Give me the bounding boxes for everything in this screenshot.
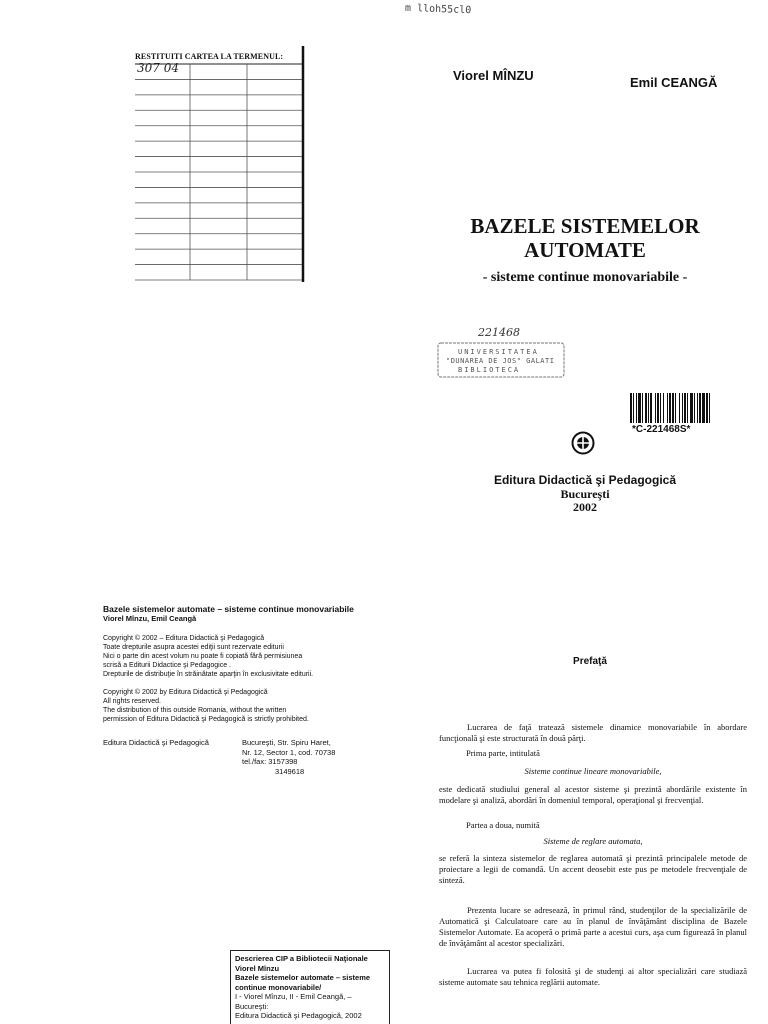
copyright-ro-line: Copyright © 2002 – Editura Didactică şi Pedagogică bbox=[103, 635, 265, 642]
stamp-line-1: UNIVERSITATEA bbox=[458, 348, 539, 356]
address-line: tel./fax: 3157398 bbox=[242, 757, 298, 766]
barcode-bar bbox=[638, 393, 641, 423]
copyright-ro-line: Toate drepturile asupra acestei ediţii sunt rezervate editurii bbox=[103, 644, 284, 651]
address-phone-2: 3149618 bbox=[275, 766, 305, 776]
publisher-city: Bucureşti bbox=[560, 487, 610, 501]
copyright-book-authors: Viorel Mînzu, Emil Ceangă bbox=[103, 614, 197, 623]
preface-paragraph-4: Partea a doua, numită bbox=[466, 820, 540, 830]
cip-title: Bazele sistemelor automate – sisteme continue monovariabile/ bbox=[235, 973, 371, 992]
barcode-bar bbox=[630, 393, 632, 423]
barcode-bar bbox=[702, 393, 705, 423]
barcode-bar bbox=[648, 393, 649, 423]
stamp-line-3: BIBLIOTECA bbox=[458, 366, 521, 374]
handwritten-note: m lloh55cl0 bbox=[404, 2, 472, 17]
barcode-bar bbox=[645, 393, 647, 423]
copyright-ro-line: Nici o parte din acest volum nu poate fi copiată fără permisiunea bbox=[103, 653, 303, 660]
barcode bbox=[630, 393, 746, 425]
preface-paragraph-6: Prezenta lucare se adresează, în primul rând, studenţilor de la specializările de Automatică şi Calculatoare care au în planul de învăţământ disciplina de Bazele Sistemelor Automate. Ea acoperă o primă parte a acestui curs, aşa cum figurează în planul de învăţământ al acestor specializări. bbox=[439, 905, 747, 948]
preface-paragraph-1: Lucrarea de faţă tratează sistemele dinamice monovariabile în abordare funcţională şi este structurată în două părţi. bbox=[439, 722, 747, 743]
barcode-bar bbox=[697, 393, 698, 423]
preface-title: Prefaţă bbox=[573, 656, 607, 667]
barcode-bar bbox=[655, 393, 656, 423]
publisher-address bbox=[242, 738, 382, 776]
barcode-bar bbox=[709, 393, 710, 423]
barcode-bar bbox=[679, 393, 680, 423]
barcode-bar bbox=[699, 393, 701, 423]
copyright-notice-en bbox=[103, 688, 363, 724]
publisher-logo-icon bbox=[571, 431, 595, 455]
barcode-bar bbox=[663, 393, 664, 423]
cip-description-box bbox=[230, 950, 390, 1024]
cip-line-3: Editura Didactică şi Pedagogică, 2002 bbox=[235, 1011, 362, 1020]
address-line: Nr. 12, Sector 1, cod. 70738 bbox=[242, 747, 336, 757]
barcode-bar bbox=[706, 393, 708, 423]
copyright-en-line: permission of Editura Didactică şi Pedagogică is strictly prohibited. bbox=[103, 716, 309, 723]
preface-paragraph-2: Prima parte, intitulată bbox=[466, 748, 540, 758]
return-card-date: 307 04 bbox=[137, 61, 179, 75]
cip-line-1: I - Viorel Mînzu, II - Emil Ceangă, – bbox=[235, 992, 352, 1001]
publication-year: 2002 bbox=[573, 500, 597, 514]
barcode-bar bbox=[682, 393, 683, 423]
stamp-line-2: "DUNAREA DE JOS" GALATI bbox=[446, 357, 555, 365]
barcode-bar bbox=[684, 393, 686, 423]
copyright-en-line: Copyright © 2002 by Editura Didactică şi Pedagogică bbox=[103, 689, 268, 696]
barcode-text: *C-221468S* bbox=[632, 424, 691, 435]
copyright-ro-line: Drepturile de distribuţie în străinătate aparţin în exclusivitate editurii. bbox=[103, 671, 314, 678]
barcode-bar bbox=[675, 393, 676, 423]
return-card-title: RESTITUITI CARTEA LA TERMENUL: bbox=[135, 52, 284, 61]
copyright-ro-line: scrisă a Editurii Didactice şi Pedagogice . bbox=[103, 662, 232, 669]
author-1: Viorel MÎNZU bbox=[453, 68, 534, 83]
barcode-bar bbox=[672, 393, 674, 423]
barcode-bar bbox=[642, 393, 643, 423]
cip-header: Descrierea CIP a Bibliotecii Naţionale bbox=[235, 954, 368, 963]
preface-part-two-title: Sisteme de reglare automata, bbox=[543, 836, 643, 846]
author-2: Emil CEANGĂ bbox=[630, 75, 718, 90]
copyright-publisher-name: Editura Didactică şi Pedagogică bbox=[103, 738, 209, 747]
book-title-line-2: AUTOMATE bbox=[524, 238, 646, 262]
publisher-name: Editura Didactică şi Pedagogică bbox=[493, 473, 677, 487]
barcode-bar bbox=[687, 393, 688, 423]
copyright-en-line: The distribution of this outside Romania, without the written bbox=[103, 707, 287, 714]
barcode-bar bbox=[667, 393, 668, 423]
book-subtitle: - sisteme continue monovariabile - bbox=[482, 270, 688, 285]
barcode-bar bbox=[690, 393, 693, 423]
barcode-bar bbox=[657, 393, 659, 423]
barcode-bar bbox=[650, 393, 652, 423]
return-card-grid bbox=[135, 44, 305, 284]
barcode-bar bbox=[669, 393, 671, 423]
address-line: Bucureşti, Str. Spiru Haret, bbox=[242, 738, 331, 747]
library-stamp bbox=[436, 340, 566, 380]
barcode-bar bbox=[660, 393, 661, 423]
stamp-handwritten-number: 221468 bbox=[478, 326, 520, 339]
cip-author: Viorel Mînzu bbox=[235, 963, 280, 973]
book-title-line-1: BAZELE SISTEMELOR bbox=[470, 214, 700, 238]
preface-paragraph-3: este dedicată studiului general al acestor sisteme şi prezintă abordările existente în modelare şi analiză, abordări în domeniul temporal, operaţional şi frecvenţial. bbox=[439, 784, 747, 805]
barcode-bar bbox=[694, 393, 695, 423]
copyright-notice-ro bbox=[103, 634, 363, 679]
cip-line-2: Bucureşti: bbox=[235, 1001, 269, 1011]
preface-paragraph-5: se referă la sinteza sistemelor de reglarea automată şi prezintă principalele metode de proiectare a legii de comandă. Un accent deosebit este pus pe metodele frecvenţiale de sinteză. bbox=[439, 853, 747, 885]
copyright-en-line: All rights reserved. bbox=[103, 698, 161, 705]
preface-part-one-title: Sisteme continue lineare monovariabile, bbox=[524, 766, 662, 776]
return-date-card bbox=[135, 44, 305, 284]
barcode-bar bbox=[636, 393, 637, 423]
barcode-bar bbox=[633, 393, 634, 423]
preface-paragraph-7: Lucrarea va putea fi folosită şi de studenţi ai altor specializări care studiază sisteme automate sau tehnica reglării automate. bbox=[439, 966, 747, 987]
copyright-book-title: Bazele sistemelor automate – sisteme continue monovariabile bbox=[103, 604, 354, 614]
